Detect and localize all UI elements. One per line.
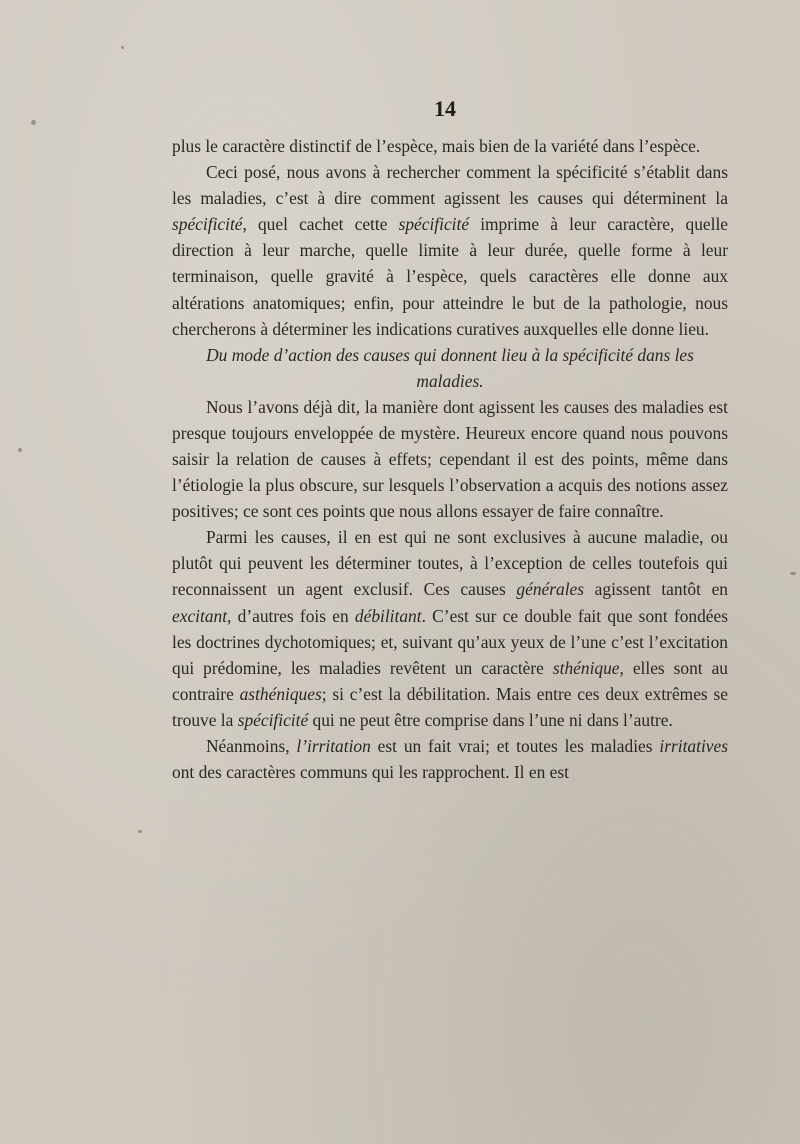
section-heading: Du mode d’action des causes qui donnent lieu à la spécificité dans les maladies. [206,344,694,391]
text-span: est un fait vrai; et toutes les maladies [370,735,660,756]
text-span: Néanmoins, [206,735,297,756]
text-span: . C’est sur ce double fait que sont fondées les doctrines dychotomiques; et, suivant qu’aux yeux de l’une c’est l’excitation qui prédomine, les maladies revêtent un caractère [172,605,729,678]
paper-speck [18,448,22,452]
text-span: , quel cachet cette [242,214,399,235]
text-span: Ceci posé, nous avons à rechercher comment la spécificité s’établit dans les maladies, c’est à dire comment agissent les causes qui déterminent la [172,162,728,209]
paragraph-specificity [172,159,728,342]
italic-term: débilitant [354,605,422,626]
paper-speck [138,830,142,833]
italic-term: sthénique [552,657,620,678]
paragraph-causes [172,524,728,733]
text-span: agissent tantôt en [584,579,728,600]
paper-speck [121,46,124,49]
italic-term: irritatives [659,735,728,756]
text-span: qui ne peut être comprise dans l’une ni dans l’autre. [308,709,673,730]
italic-term: asthéniques [239,683,322,704]
page-number: 14 [434,96,456,121]
paragraph-mystery: Nous l’avons déjà dit, la manière dont agissent les causes des maladies est presque toujours enveloppée de mystère. Heureux encore quand nous pouvons saisir la relation de causes à effets; cependant il est des points, même dans l’étiologie la plus obscure, sur lesquels l’observation a acquis des notions assez positives; ce sont ces points que nous allons essayer de faire connaître. [172,396,728,522]
italic-term: générales [516,579,585,600]
body-text [172,133,728,785]
italic-term: spécificité [172,214,243,235]
paragraph-irritation [172,733,728,785]
text-span: Parmi les causes, il en est qui ne sont exclusives à aucune maladie, ou plutôt qui peuvent les déterminer toutes, à l’exception de celles toutefois qui reconnaissent un agent exclusif. Ces causes [172,527,728,600]
text-span: , d’autres fois en [227,605,355,626]
text-span: , elles sont au contraire [172,657,728,704]
paragraph-continuation: plus le caractère distinctif de l’espèce, mais bien de la variété dans l’espèce. [172,136,701,156]
paper-speck [790,572,796,575]
italic-term: spécificité [237,709,309,730]
text-span: ; si c’est la débilitation. Mais entre ces deux extrêmes se trouve la [172,683,728,730]
italic-term: spécificité [398,214,470,235]
paper-speck [31,120,36,125]
italic-term: excitant [172,605,228,626]
italic-term: l’irritation [296,735,371,756]
text-span: ont des caractères communs qui les rapprochent. Il en est [172,762,569,783]
text-span: imprime à leur caractère, quelle direction à leur marche, quelle limite à leur durée, quelle forme à leur terminaison, quelle gravité à l’espèce, quels caractères elle donne aux altérations anatomiques; enfin, pour atteindre le but de la pathologie, nous chercherons à déterminer les indications curatives auxquelles elle donne lieu. [172,214,728,339]
